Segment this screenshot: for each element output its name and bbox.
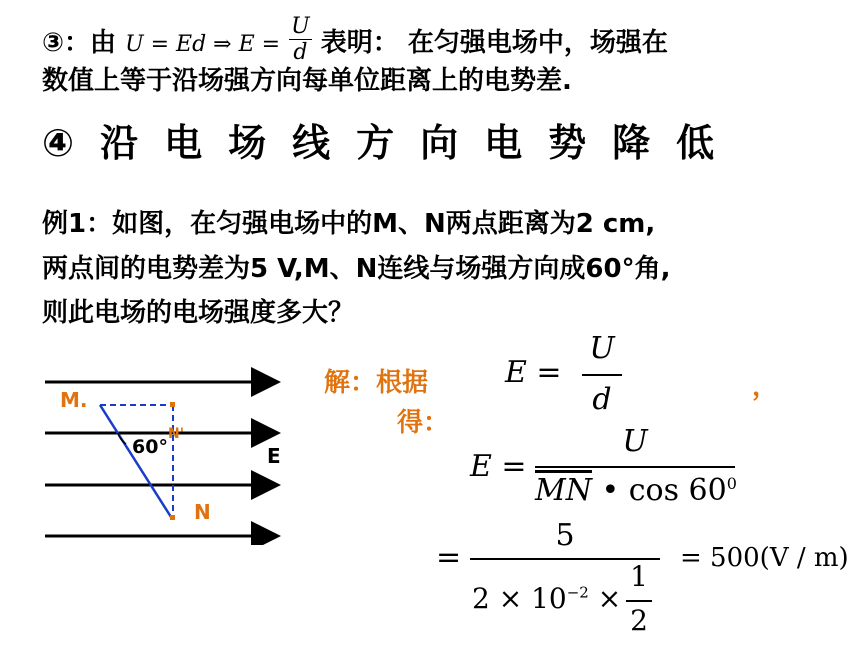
eq3-half-bar [626,600,652,602]
intro-prefix: ③：由 [42,28,117,58]
eq1-num: U [589,331,615,366]
eq1-left: E = [505,355,562,390]
solution-label-a: 解：根据 [324,368,429,398]
eq3-num: 5 [555,518,575,553]
eq3-den [472,582,621,615]
example-line-3: 则此电场的电场强度多大？ [42,298,355,328]
eq2-bar [535,466,735,468]
label-n: N [194,500,211,524]
eq3-half-num: 1 [630,560,648,593]
point-n-prime [170,402,175,407]
eq1-bar [582,374,622,376]
solution-comma: ， [752,372,779,402]
point-n [170,515,175,520]
intro-line-2: 数值上等于沿场强方向每单位距离上的电势差. [42,66,572,96]
eq3-den-a: 2 × 10 [472,582,567,615]
eq2-num: U [622,424,648,459]
mn-line [100,405,171,517]
eq2-den-sup: 0 [726,474,737,493]
label-n-prime: N' [168,426,185,442]
intro-fraction [289,14,312,65]
eq2-left: E = [470,449,527,484]
eq3-den-exp: −2 [566,583,589,602]
label-field: E [267,444,281,468]
intro-formula: U = Ed ⇒ E = [125,32,281,57]
eq2-den-mn: $\overline{MN}$ [535,473,592,508]
example-line-1: 例1：如图，在匀强电场中的M、N两点距离为2 cm, [42,209,656,239]
eq2-den-rest: • cos 60 [591,473,727,508]
eq3-result: = 500(V / m) [680,543,849,573]
label-angle: 60° [132,436,168,458]
eq3-equals: = [436,540,462,575]
solution-label-b: 得： [397,408,450,438]
intro-fraction-den: d [293,40,308,65]
section-heading: ④沿电场线方向电势降低 [42,121,741,165]
eq3-half-den: 2 [630,604,648,637]
label-m: M. [60,388,88,412]
example-line-2: 两点间的电势差为5 V,M、N连线与场强方向成60°角, [42,254,671,284]
intro-text-a: 表明： 在匀强电场中，场强在 [320,28,668,58]
eq1-den: d [592,382,612,417]
eq2-den [535,473,735,508]
intro-fraction-num: U [291,14,310,39]
eq3-den-b: × [588,582,622,615]
